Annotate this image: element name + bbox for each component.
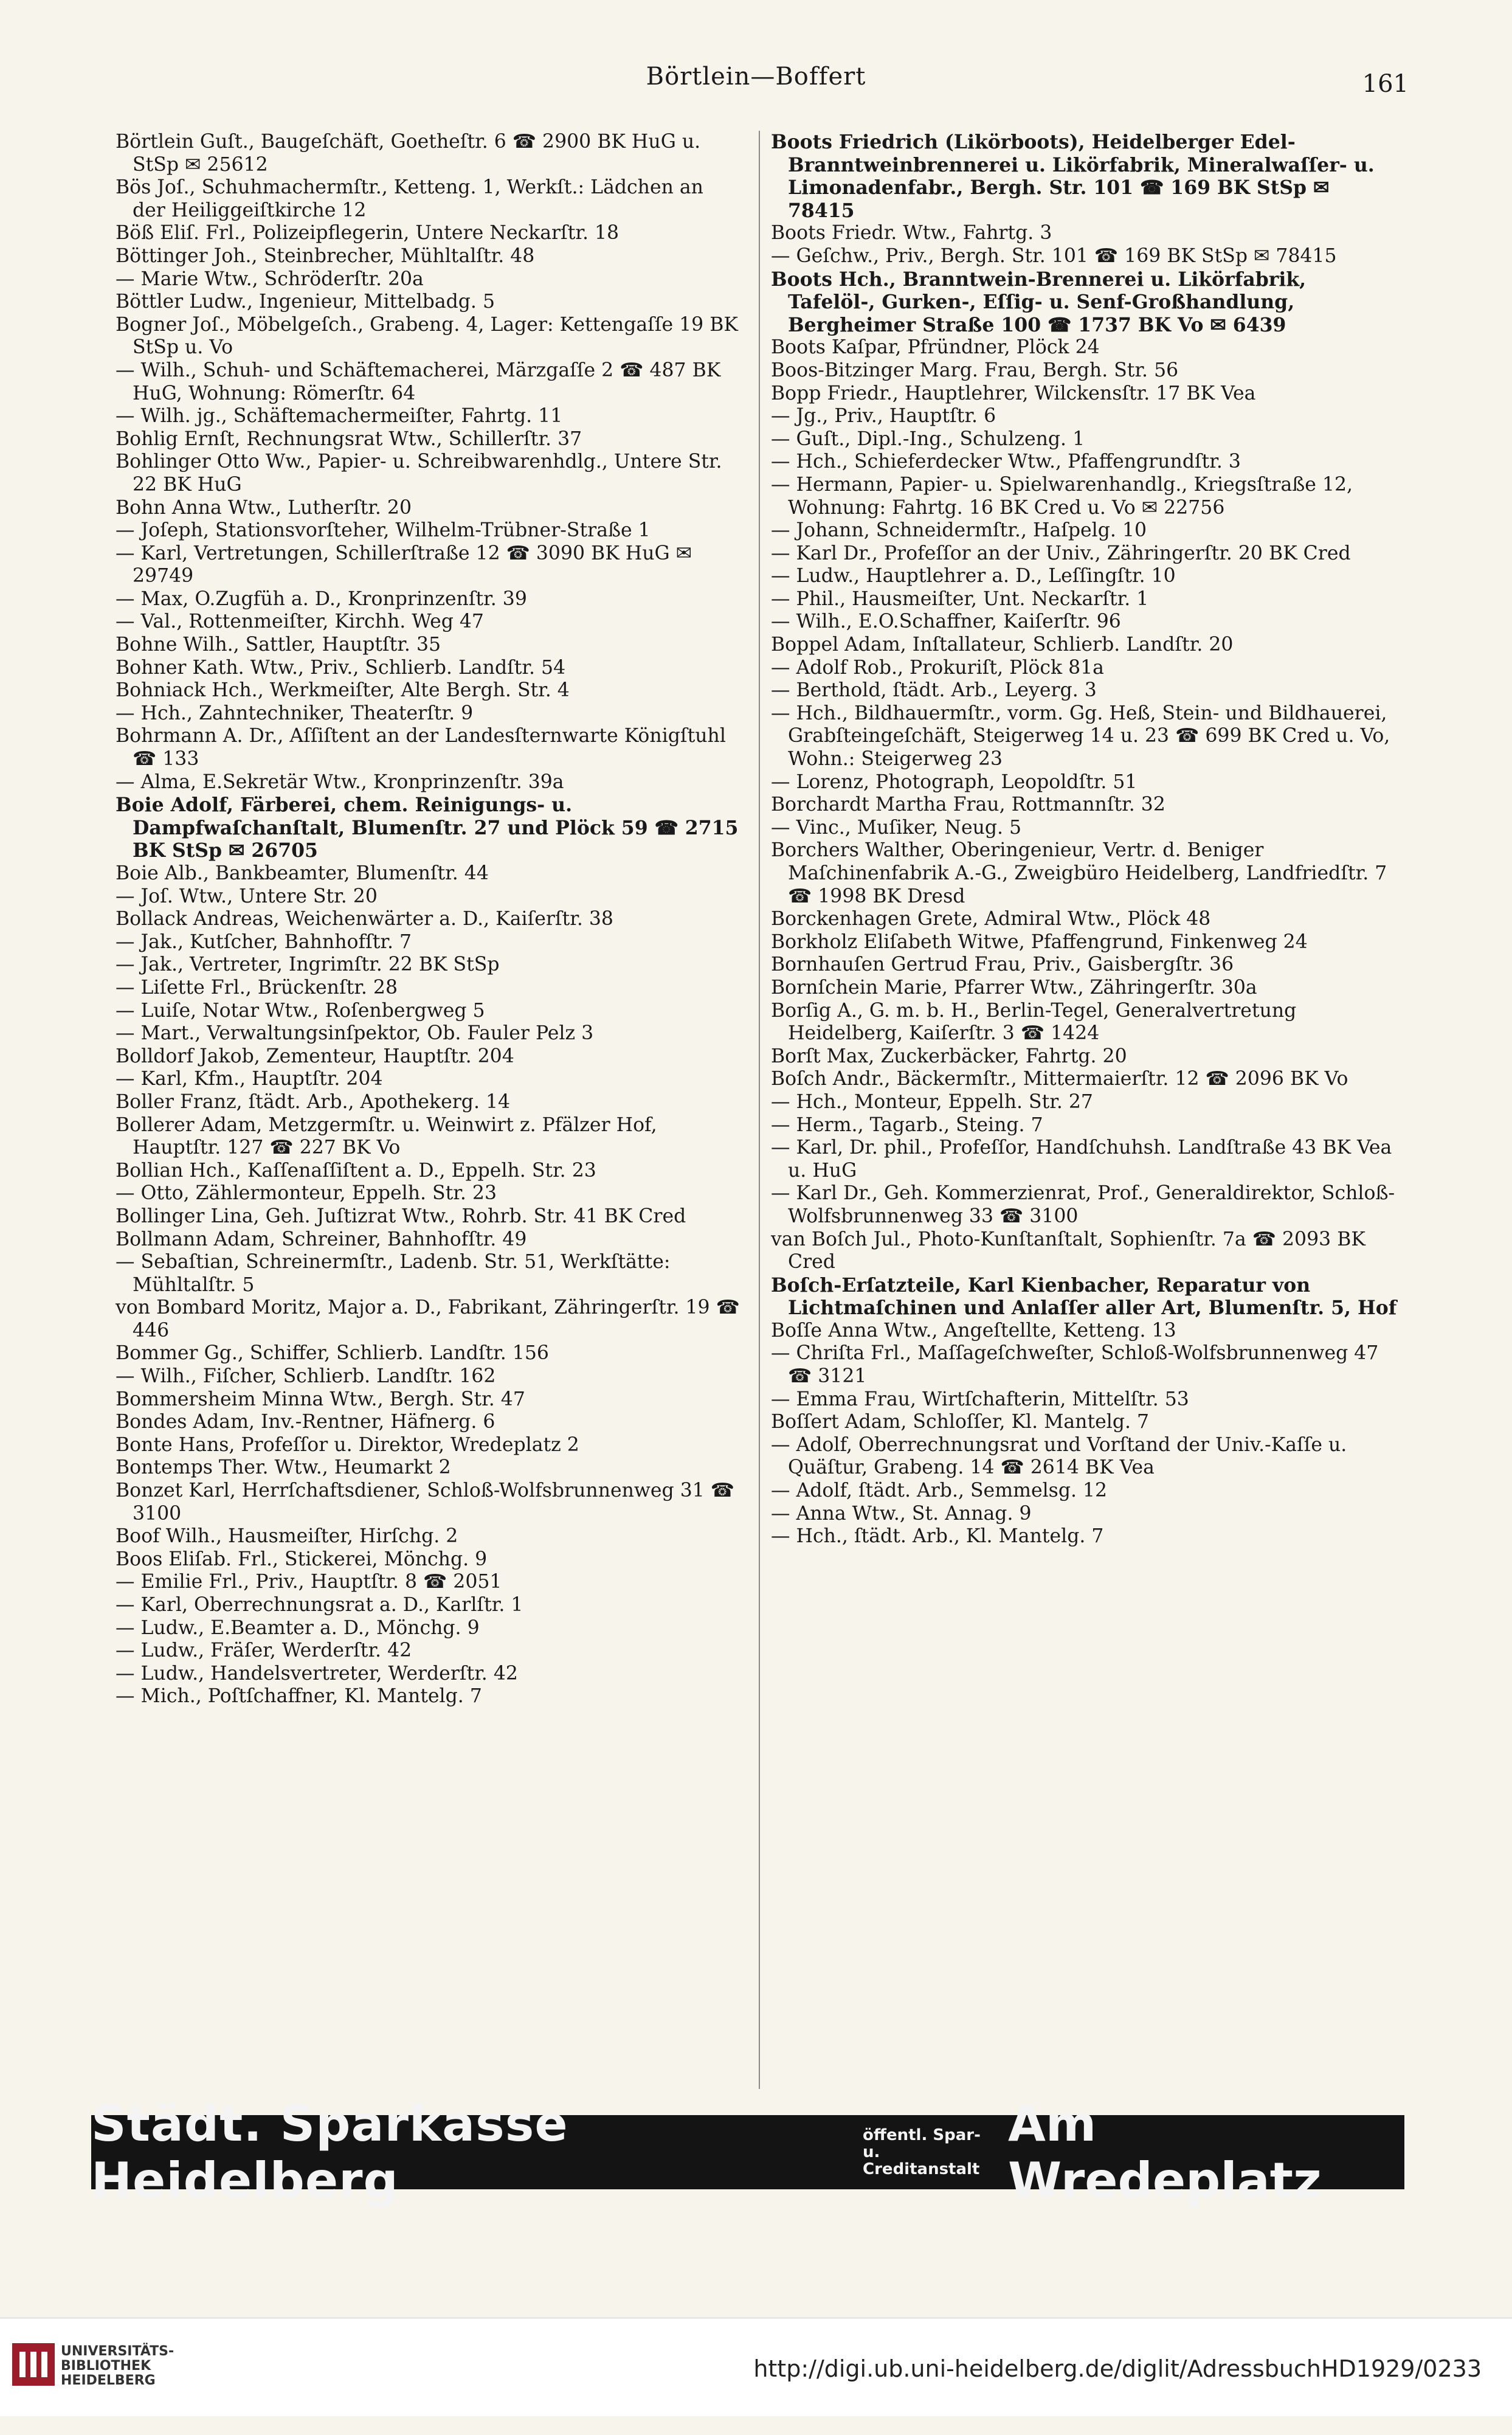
directory-entry: Boof Wilh., Hausmeiſter, Hirſchg. 2 <box>116 1525 458 1548</box>
directory-entry: von Bombard Moritz, Major a. D., Fabrikant, Zähringerſtr. 19 ☎ 446 <box>116 1297 740 1342</box>
directory-entry: — Anna Wtw., St. Annag. 9 <box>771 1502 1032 1525</box>
directory-entry: — Geſchw., Priv., Bergh. Str. 101 ☎ 169 BK StSp ✉ 78415 <box>771 244 1337 267</box>
library-name <box>61 2344 174 2388</box>
directory-entry: — Jak., Vertreter, Ingrimſtr. 22 BK StSp <box>116 954 500 976</box>
directory-entry: Bollmann Adam, Schreiner, Bahnhofſtr. 49 <box>116 1228 527 1250</box>
directory-entry: Borſig A., G. m. b. H., Berlin-Tegel, Generalvertretung Heidelberg, Kaiſerſtr. 3 ☎ 1424 <box>771 999 1297 1045</box>
sparkasse-advertisement <box>91 2096 1404 2209</box>
directory-entry: — Guſt., Dipl.-Ing., Schulzeng. 1 <box>771 428 1085 450</box>
directory-entry: Boos-Bitzinger Marg. Frau, Bergh. Str. 56 <box>771 359 1179 381</box>
page-header <box>0 58 1512 106</box>
directory-entry: — Chriſta Frl., Maſſageſchweſter, Schloß-Wolfsbrunnenweg 47 ☎ 3121 <box>771 1342 1379 1388</box>
directory-entry: — Alma, E.Sekretär Wtw., Kronprinzenſtr. 39a <box>116 771 564 793</box>
directory-entry: — Val., Rottenmeiſter, Kirchh. Weg 47 <box>116 611 484 633</box>
directory-entry: Borckenhagen Grete, Admiral Wtw., Plöck 48 <box>771 908 1211 930</box>
directory-entry: Boſch-Erſatzteile, Karl Kienbacher, Reparatur von Lichtmaſchinen und Anlaſſer aller Art, Blumenſtr. 5, Hof <box>771 1273 1397 1320</box>
directory-entry: Bondes Adam, Inv.-Rentner, Häfnerg. 6 <box>116 1411 495 1433</box>
directory-entry: Bopp Friedr., Hauptlehrer, Wilckensſtr. 17 BK Vea <box>771 382 1256 404</box>
directory-entry: Boots Kaſpar, Pfründner, Plöck 24 <box>771 336 1100 359</box>
directory-entry: Bohlinger Otto Ww., Papier- u. Schreibwarenhdlg., Untere Str. 22 BK HuG <box>116 451 722 496</box>
directory-entry: Bollinger Lina, Geh. Juſtizrat Wtw., Rohrb. Str. 41 BK Cred <box>116 1205 686 1227</box>
footer-bar <box>0 2317 1512 2416</box>
directory-entry: — Karl, Oberrechnungsrat a. D., Karlſtr. 1 <box>116 1594 523 1616</box>
directory-entry: Boie Adolf, Färberei, chem. Reinigungs- u. Dampfwaſchanſtalt, Blumenſtr. 27 und Plöck 59 ☎ 2715 BK StSp ✉ 26705 <box>116 794 739 862</box>
directory-entry: Bogner Joſ., Möbelgeſch., Grabeng. 4, Lager: Kettengaſſe 19 BK StSp u. Vo <box>116 313 738 359</box>
left-column <box>116 131 742 1708</box>
directory-entry: — Herm., Tagarb., Steing. 7 <box>771 1114 1043 1136</box>
directory-entry: Bollian Hch., Kaſſenaſſiſtent a. D., Eppelh. Str. 23 <box>116 1159 596 1182</box>
directory-entry: — Adolf Rob., Prokuriſt, Plöck 81a <box>771 656 1104 679</box>
page-title: Börtlein—Boffert <box>646 63 866 91</box>
directory-entry: Bohn Anna Wtw., Lutherſtr. 20 <box>116 496 412 519</box>
directory-entry: Bohner Kath. Wtw., Priv., Schlierb. Landſtr. 54 <box>116 656 566 679</box>
directory-entry: — Karl, Kfm., Hauptſtr. 204 <box>116 1068 383 1090</box>
directory-entry: — Hch., Monteur, Eppelh. Str. 27 <box>771 1090 1093 1113</box>
directory-entry: — Liſette Frl., Brückenſtr. 28 <box>116 976 398 999</box>
directory-entry: — Joſeph, Stationsvorſteher, Wilhelm-Trübner-Straße 1 <box>116 519 651 542</box>
directory-entry: van Boſch Jul., Photo-Kunſtanſtalt, Sophienſtr. 7a ☎ 2093 BK Cred <box>771 1228 1365 1273</box>
directory-entry: Boie Alb., Bankbeamter, Blumenſtr. 44 <box>116 862 489 884</box>
directory-entry: Bohniack Hch., Werkmeiſter, Alte Bergh. Str. 4 <box>116 679 570 702</box>
directory-entry: — Hch., ſtädt. Arb., Kl. Mantelg. 7 <box>771 1525 1104 1548</box>
library-name-line1: UNIVERSITÄTS- <box>61 2344 174 2359</box>
directory-entry: — Hermann, Papier- u. Spielwarenhandlg., Kriegsſtraße 12, Wohnung: Fahrtg. 16 BK Cred u. Vo ✉ 22756 <box>771 473 1353 519</box>
directory-entry: Bornſchein Marie, Pfarrer Wtw., Zähringerſtr. 30a <box>771 976 1257 999</box>
column-divider <box>759 131 760 2089</box>
directory-entry: — Hch., Zahntechniker, Theaterſtr. 9 <box>116 702 474 724</box>
directory-entry: Bommersheim Minna Wtw., Bergh. Str. 47 <box>116 1388 525 1410</box>
directory-entry: — Ludw., Fräſer, Werderſtr. 42 <box>116 1640 412 1662</box>
directory-entry: Börtlein Guſt., Baugeſchäft, Goetheſtr. 6 ☎ 2900 BK HuG u. StSp ✉ 25612 <box>116 131 701 176</box>
directory-entry: Bolldorf Jakob, Zementeur, Hauptſtr. 204 <box>116 1045 514 1067</box>
directory-entry: — Karl, Dr. phil., Profeſſor, Handſchuhsh. Landſtraße 43 BK Vea u. HuG <box>771 1137 1392 1182</box>
directory-entry: Bontemps Ther. Wtw., Heumarkt 2 <box>116 1456 451 1479</box>
directory-entry: Borſt Max, Zuckerbäcker, Fahrtg. 20 <box>771 1045 1127 1067</box>
directory-entry: — Hch., Schieferdecker Wtw., Pfaffengrundſtr. 3 <box>771 451 1241 473</box>
directory-entry: — Berthold, ſtädt. Arb., Leyerg. 3 <box>771 679 1097 702</box>
directory-entry: — Mart., Verwaltungsinſpektor, Ob. Fauler Pelz 3 <box>116 1022 594 1045</box>
directory-entry: Boller Franz, ſtädt. Arb., Apothekerg. 14 <box>116 1090 511 1113</box>
directory-entry: Boots Friedr. Wtw., Fahrtg. 3 <box>771 222 1052 244</box>
directory-entry: Boos Eliſab. Frl., Stickerei, Mönchg. 9 <box>116 1548 488 1570</box>
directory-entry: — Wilh., Fiſcher, Schlierb. Landſtr. 162 <box>116 1365 496 1388</box>
directory-entry: — Otto, Zählermonteur, Eppelh. Str. 23 <box>116 1182 497 1205</box>
directory-entry: — Max, O.Zugfüh a. D., Kronprinzenſtr. 39 <box>116 587 527 610</box>
right-column <box>771 131 1397 1548</box>
directory-entry: Boppel Adam, Inſtallateur, Schlierb. Landſtr. 20 <box>771 634 1234 656</box>
directory-entry: Boſch Andr., Bäckermſtr., Mittermaierſtr. 12 ☎ 2096 BK Vo <box>771 1068 1348 1090</box>
directory-entry: Boots Hch., Branntwein-Brennerei u. Likörfabrik, Tafelöl-, Gurken-, Eſſig- u. Senf-Großhandlung, Bergheimer Straße 100 ☎ 1737 BK Vo ✉ 6439 <box>771 268 1307 336</box>
directory-entry: Bohne Wilh., Sattler, Hauptſtr. 35 <box>116 634 441 656</box>
directory-entry: — Sebaſtian, Schreinermſtr., Ladenb. Str. 51, Werkſtätte: Mühltalſtr. 5 <box>116 1251 671 1296</box>
directory-entry: — Emilie Frl., Priv., Hauptſtr. 8 ☎ 2051 <box>116 1571 502 1593</box>
directory-entry: — Wilh. jg., Schäftemachermeiſter, Fahrtg. 11 <box>116 405 563 428</box>
directory-entry: — Wilh., Schuh- und Schäftemacherei, Märzgaſſe 2 ☎ 487 BK HuG, Wohnung: Römerſtr. 64 <box>116 359 721 404</box>
library-name-line2: BIBLIOTHEK <box>61 2358 151 2374</box>
directory-entry: — Karl Dr., Profeſſor an der Univ., Zähringerſtr. 20 BK Cred <box>771 542 1351 564</box>
directory-entry: Bonzet Karl, Herrſchaftsdiener, Schloß-Wolfsbrunnenweg 31 ☎ 3100 <box>116 1480 735 1525</box>
directory-entry: Böttinger Joh., Steinbrecher, Mühltalſtr. 48 <box>116 244 535 267</box>
directory-entry: Bollerer Adam, Metzgermſtr. u. Weinwirt z. Pfälzer Hof, Hauptſtr. 127 ☎ 227 BK Vo <box>116 1114 657 1159</box>
directory-entry: — Adolf, Oberrechnungsrat und Vorſtand der Univ.-Kaſſe u. Quäſtur, Grabeng. 14 ☎ 2614 BK Vea <box>771 1433 1347 1479</box>
directory-entry: Bös Joſ., Schuhmachermſtr., Ketteng. 1, Werkſt.: Lädchen an der Heiliggeiſtkirche 12 <box>116 176 703 221</box>
directory-entry: — Karl, Vertretungen, Schillerſtraße 12 ☎ 3090 BK HuG ✉ 29749 <box>116 542 692 587</box>
directory-entry: Bollack Andreas, Weichenwärter a. D., Kaiſerſtr. 38 <box>116 908 613 930</box>
directory-entry: — Lorenz, Photograph, Leopoldſtr. 51 <box>771 771 1137 793</box>
source-url-link[interactable]: http://digi.ub.uni-heidelberg.de/diglit/AdressbuchHD1929/0233 <box>753 2355 1482 2382</box>
directory-entry: Böß Eliſ. Frl., Polizeipflegerin, Untere Neckarſtr. 18 <box>116 222 620 244</box>
directory-entry: — Joſ. Wtw., Untere Str. 20 <box>116 885 378 907</box>
directory-entry: — Ludw., Hauptlehrer a. D., Leſſingſtr. 10 <box>771 565 1176 587</box>
directory-entry: — Wilh., E.O.Schaffner, Kaiſerſtr. 96 <box>771 611 1121 633</box>
ad-subtitle <box>863 2127 996 2178</box>
directory-entry: — Karl Dr., Geh. Kommerzienrat, Prof., Generaldirektor, Schloß-Wolfsbrunnenweg 33 ☎ 3100 <box>771 1182 1395 1227</box>
ad-subtitle-line1: öffentl. Spar- u. <box>863 2126 981 2161</box>
directory-entry: Boots Friedrich (Likörboots), Heidelberger Edel-Branntweinbrennerei u. Likörfabrik, Mineralwaſſer- u. Limonadenfabr., Bergh. Str. 101 ☎ 169 BK StSp ✉ 78415 <box>771 131 1375 222</box>
directory-entry: — Luiſe, Notar Wtw., Roſenbergweg 5 <box>116 999 485 1022</box>
ad-address: Am Wredeplatz <box>1008 2096 1322 2209</box>
directory-entry: Borkholz Eliſabeth Witwe, Pfaffengrund, Finkenweg 24 <box>771 930 1308 953</box>
directory-entry: — Marie Wtw., Schröderſtr. 20a <box>116 268 424 290</box>
directory-entry: Bommer Gg., Schiffer, Schlierb. Landſtr. 156 <box>116 1342 549 1365</box>
directory-entry: — Jg., Priv., Hauptſtr. 6 <box>771 405 996 428</box>
directory-entry: Borchardt Martha Frau, Rottmannſtr. 32 <box>771 794 1165 816</box>
library-name-line3: HEIDELBERG <box>61 2373 156 2388</box>
directory-entry: — Hch., Bildhauermſtr., vorm. Gg. Heß, Stein- und Bildhauerei, Grabſteingeſchäft, Steigerweg 14 u. 23 ☎ 699 BK Cred u. Vo, Wohn.: Steigerweg 23 <box>771 702 1390 771</box>
directory-entry: — Vinc., Muſiker, Neug. 5 <box>771 816 1022 839</box>
directory-entry: — Emma Frau, Wirtſchafterin, Mittelſtr. 53 <box>771 1388 1189 1410</box>
directory-entry: Bohlig Ernſt, Rechnungsrat Wtw., Schillerſtr. 37 <box>116 428 582 450</box>
directory-entry: Boſſert Adam, Schloſſer, Kl. Mantelg. 7 <box>771 1411 1150 1433</box>
directory-entry: — Adolf, ſtädt. Arb., Semmelsg. 12 <box>771 1480 1108 1502</box>
directory-entry: — Mich., Poſtſchaffner, Kl. Mantelg. 7 <box>116 1685 482 1708</box>
directory-entry: Borchers Walther, Oberingenieur, Vertr. d. Beniger Maſchinenfabrik A.-G., Zweigbüro Heidelberg, Landfriedſtr. 7 ☎ 1998 BK Dresd <box>771 839 1387 907</box>
directory-entry: — Ludw., E.Beamter a. D., Mönchg. 9 <box>116 1616 480 1639</box>
directory-entry: — Ludw., Handelsvertreter, Werderſtr. 42 <box>116 1662 518 1685</box>
directory-entry: Bohrmann A. Dr., Aſſiſtent an der Landesſternwarte Königſtuhl ☎ 133 <box>116 725 726 771</box>
directory-entry: — Jak., Kutſcher, Bahnhofſtr. 7 <box>116 930 412 953</box>
directory-entry: — Phil., Hausmeiſter, Unt. Neckarſtr. 1 <box>771 587 1149 610</box>
directory-entry: Böttler Ludw., Ingenieur, Mittelbadg. 5 <box>116 291 495 313</box>
directory-entry: Boſſe Anna Wtw., Angeſtellte, Ketteng. 13 <box>771 1319 1176 1342</box>
library-logo-icon <box>12 2343 55 2386</box>
directory-entry: Bonte Hans, Profeſſor u. Direktor, Wredeplatz 2 <box>116 1433 579 1456</box>
directory-entry: — Johann, Schneidermſtr., Haſpelg. 10 <box>771 519 1147 542</box>
directory-entry: Bornhauſen Gertrud Frau, Priv., Gaisbergſtr. 36 <box>771 954 1234 976</box>
ad-subtitle-line2: Creditanstalt <box>863 2160 980 2178</box>
page-number: 161 <box>1362 70 1409 98</box>
ad-name: Städt. Sparkasse Heidelberg <box>91 2096 568 2209</box>
